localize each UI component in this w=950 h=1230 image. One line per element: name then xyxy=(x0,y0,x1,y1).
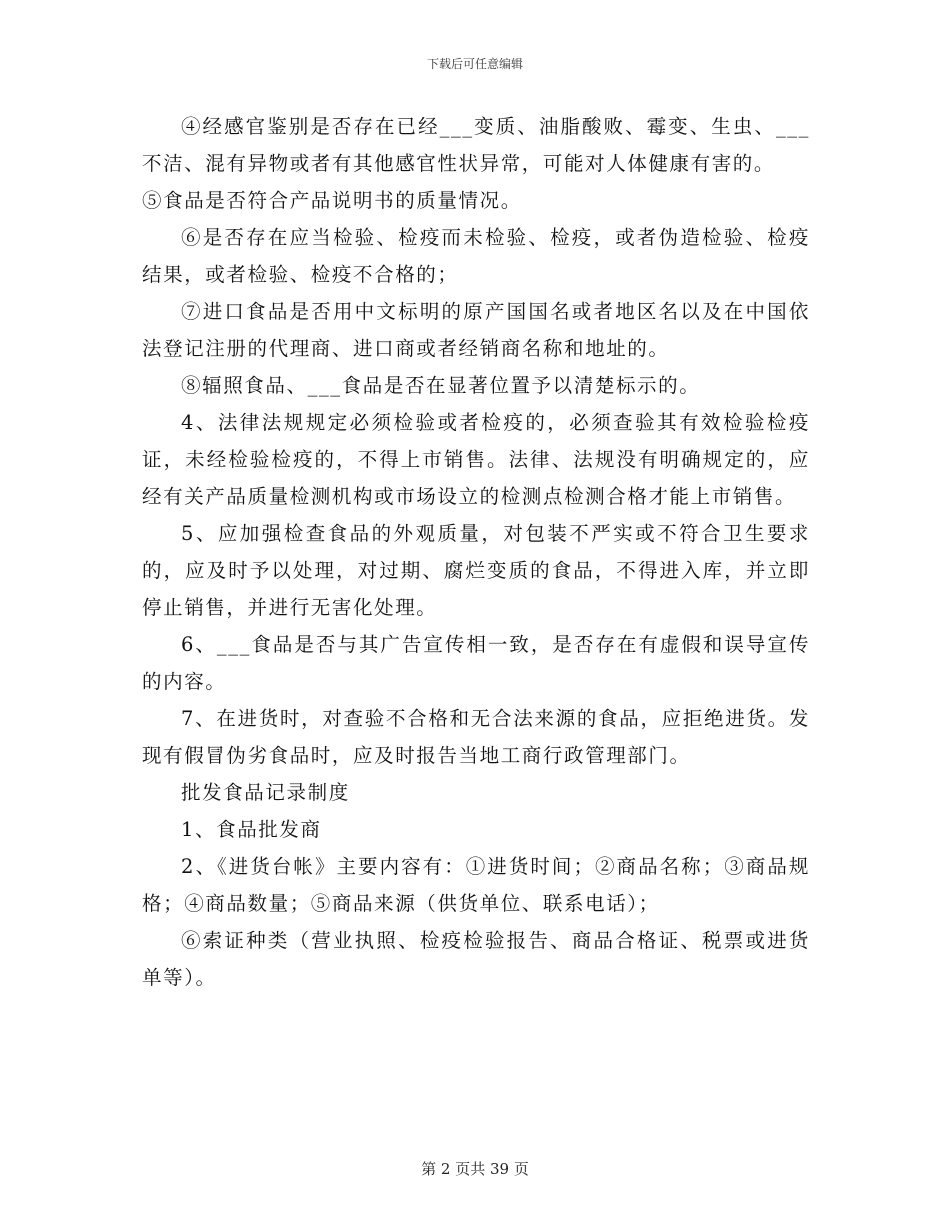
paragraph-rule-4: 4、法律法规规定必须检验或者检疫的，必须查验其有效检验检疫证，未经检验检疫的，不得上市销售。法律、法规没有明确规定的，应经有关产品质量检测机构或市场设立的检测点检测合格才能上市销售。 xyxy=(142,411,810,508)
paragraph-item-7: ⑦进口食品是否用中文标明的原产国国名或者地区名以及在中国依法登记注册的代理商、进口商或者经销商名称和地址的。 xyxy=(142,300,810,360)
paragraph-item-4: ④经感官鉴别是否存在已经___变质、油脂酸败、霉变、生虫、___不洁、混有异物或者有其他感官性状异常，可能对人体健康有害的。 xyxy=(142,115,810,175)
paragraph-record-2: 2、《进货台帐》主要内容有：①进货时间；②商品名称；③商品规格；④商品数量；⑤商品来源（供货单位、联系电话）； xyxy=(142,855,810,915)
page-footer: 第 2 页共 39 页 xyxy=(421,1160,529,1178)
paragraph-item-5: ⑤食品是否符合产品说明书的质量情况。 xyxy=(142,189,522,212)
document-body xyxy=(142,108,810,996)
paragraph-item-6: ⑥是否存在应当检验、检疫而未检验、检疫，或者伪造检验、检疫结果，或者检验、检疫不合格的； xyxy=(142,226,810,286)
paragraph-item-8: ⑧辐照食品、___食品是否在显著位置予以清楚标示的。 xyxy=(181,374,701,397)
paragraph-record-6: ⑥索证种类（营业执照、检疫检验报告、商品合格证、税票或进货单等）。 xyxy=(142,929,810,989)
section-heading: 批发食品记录制度 xyxy=(181,781,350,804)
page-header: 下载后可任意编辑 xyxy=(426,57,523,71)
paragraph-rule-5: 5、应加强检查食品的外观质量，对包装不严实或不符合卫生要求的，应及时予以处理，对过期、腐烂变质的食品，不得进入库，并立即停止销售，并进行无害化处理。 xyxy=(142,522,810,619)
paragraph-record-1: 1、食品批发商 xyxy=(181,818,322,841)
paragraph-rule-6: 6、___食品是否与其广告宣传相一致，是否存在有虚假和误导宣传的内容。 xyxy=(142,633,810,693)
paragraph-rule-7: 7、在进货时，对查验不合格和无合法来源的食品，应拒绝进货。发现有假冒伪劣食品时，应及时报告当地工商行政管理部门。 xyxy=(142,707,810,767)
